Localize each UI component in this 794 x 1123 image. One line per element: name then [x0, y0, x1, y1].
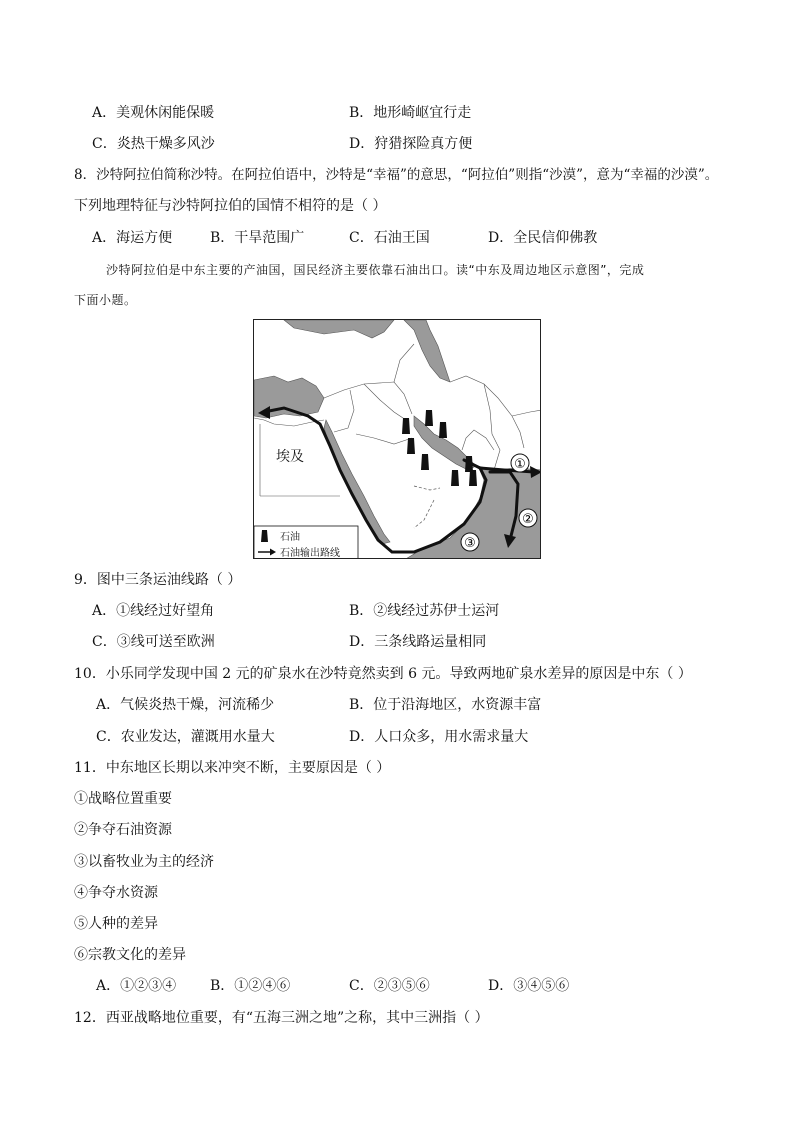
q8-stem-line1: 8．沙特阿拉伯简称沙特。在阿拉伯语中，沙特是“幸福”的意思，“阿拉伯”则指“沙漠”，意为“幸福的沙漠”。: [74, 167, 719, 183]
route-3-label: ③: [464, 536, 476, 551]
q8-option-c: C．石油王国: [349, 230, 430, 246]
q10-option-a: A．气候炎热干燥，河流稀少: [96, 697, 275, 713]
q8-option-b: B．干旱范围广: [210, 230, 305, 246]
q11-option-c: C．②③⑤⑥: [349, 978, 430, 994]
oil-icon: [469, 470, 477, 486]
oil-icon: [439, 422, 447, 438]
map-legend: [254, 526, 358, 559]
oil-icon: [421, 454, 429, 470]
dashed-borders: [414, 486, 440, 528]
q7-option-c: C．炎热干燥多风沙: [92, 136, 215, 152]
q11-item-6: ⑥宗教文化的差异: [74, 947, 186, 963]
legend-route-label: 石油输出路线: [280, 548, 340, 559]
q11-item-4: ④争夺水资源: [74, 885, 158, 901]
q8-option-a: A．海运方便: [92, 230, 173, 246]
q10-stem: 10．小乐同学发现中国 2 元的矿泉水在沙特竟然卖到 6 元。导致两地矿泉水差异的原因是中东（ ）: [74, 666, 692, 682]
q9-stem: 9．图中三条运油线路（ ）: [74, 572, 242, 588]
egypt-label: 埃及: [276, 449, 304, 465]
middle-east-map: [253, 319, 541, 559]
q11-option-b: B．①②④⑥: [210, 978, 291, 994]
q11-item-1: ①战略位置重要: [74, 791, 172, 807]
q9-option-a: A．①线经过好望角: [92, 603, 215, 619]
q8-stem-line2: 下列地理特征与沙特阿拉伯的国情不相符的是（ ）: [74, 198, 387, 214]
q12-stem: 12．西亚战略地位重要，有“五海三洲之地”之称，其中三洲指（ ）: [74, 1010, 489, 1026]
route-1-label: ①: [514, 457, 526, 472]
q9-option-d: D．三条线路运量相同: [349, 634, 487, 650]
legend-oil-icon: [261, 530, 268, 542]
oil-icon: [451, 470, 459, 486]
oil-icon: [425, 410, 433, 426]
q10-option-b: B．位于沿海地区，水资源丰富: [349, 697, 542, 713]
black-sea: [284, 320, 394, 338]
q7-option-d: D．狩猎探险真方便: [349, 136, 473, 152]
q8-option-d: D．全民信仰佛教: [488, 230, 598, 246]
route-2-label: ②: [522, 512, 534, 527]
oil-icon: [407, 438, 415, 454]
q9-option-b: B．②线经过苏伊士运河: [349, 603, 500, 619]
caspian-sea: [404, 320, 450, 382]
q11-option-a: A．①②③④: [96, 978, 177, 994]
red-sea: [324, 420, 390, 544]
intro-line1: 沙特阿拉伯是中东主要的产油国，国民经济主要依靠石油出口。读“中东及周边地区示意图”，完成: [106, 263, 645, 277]
intro-line2: 下面小题。: [74, 293, 137, 307]
q11-option-d: D．③④⑤⑥: [488, 978, 570, 994]
q11-stem: 11．中东地区长期以来冲突不断，主要原因是（ ）: [74, 760, 391, 776]
q7-option-b: B．地形崎岖宜行走: [349, 105, 472, 121]
map-svg: [254, 320, 541, 559]
q10-option-d: D．人口众多，用水需求量大: [349, 729, 529, 745]
q7-option-a: A．美观休闲能保暖: [92, 105, 215, 121]
q11-item-3: ③以畜牧业为主的经济: [74, 854, 214, 870]
q10-option-c: C．农业发达，灌溉用水量大: [96, 729, 275, 745]
q11-item-2: ②争夺石油资源: [74, 822, 172, 838]
q11-item-5: ⑤人种的差异: [74, 916, 158, 932]
legend-oil-label: 石油: [280, 532, 300, 543]
q9-option-c: C．③线可送至欧洲: [92, 634, 215, 650]
oil-icon: [402, 418, 410, 434]
